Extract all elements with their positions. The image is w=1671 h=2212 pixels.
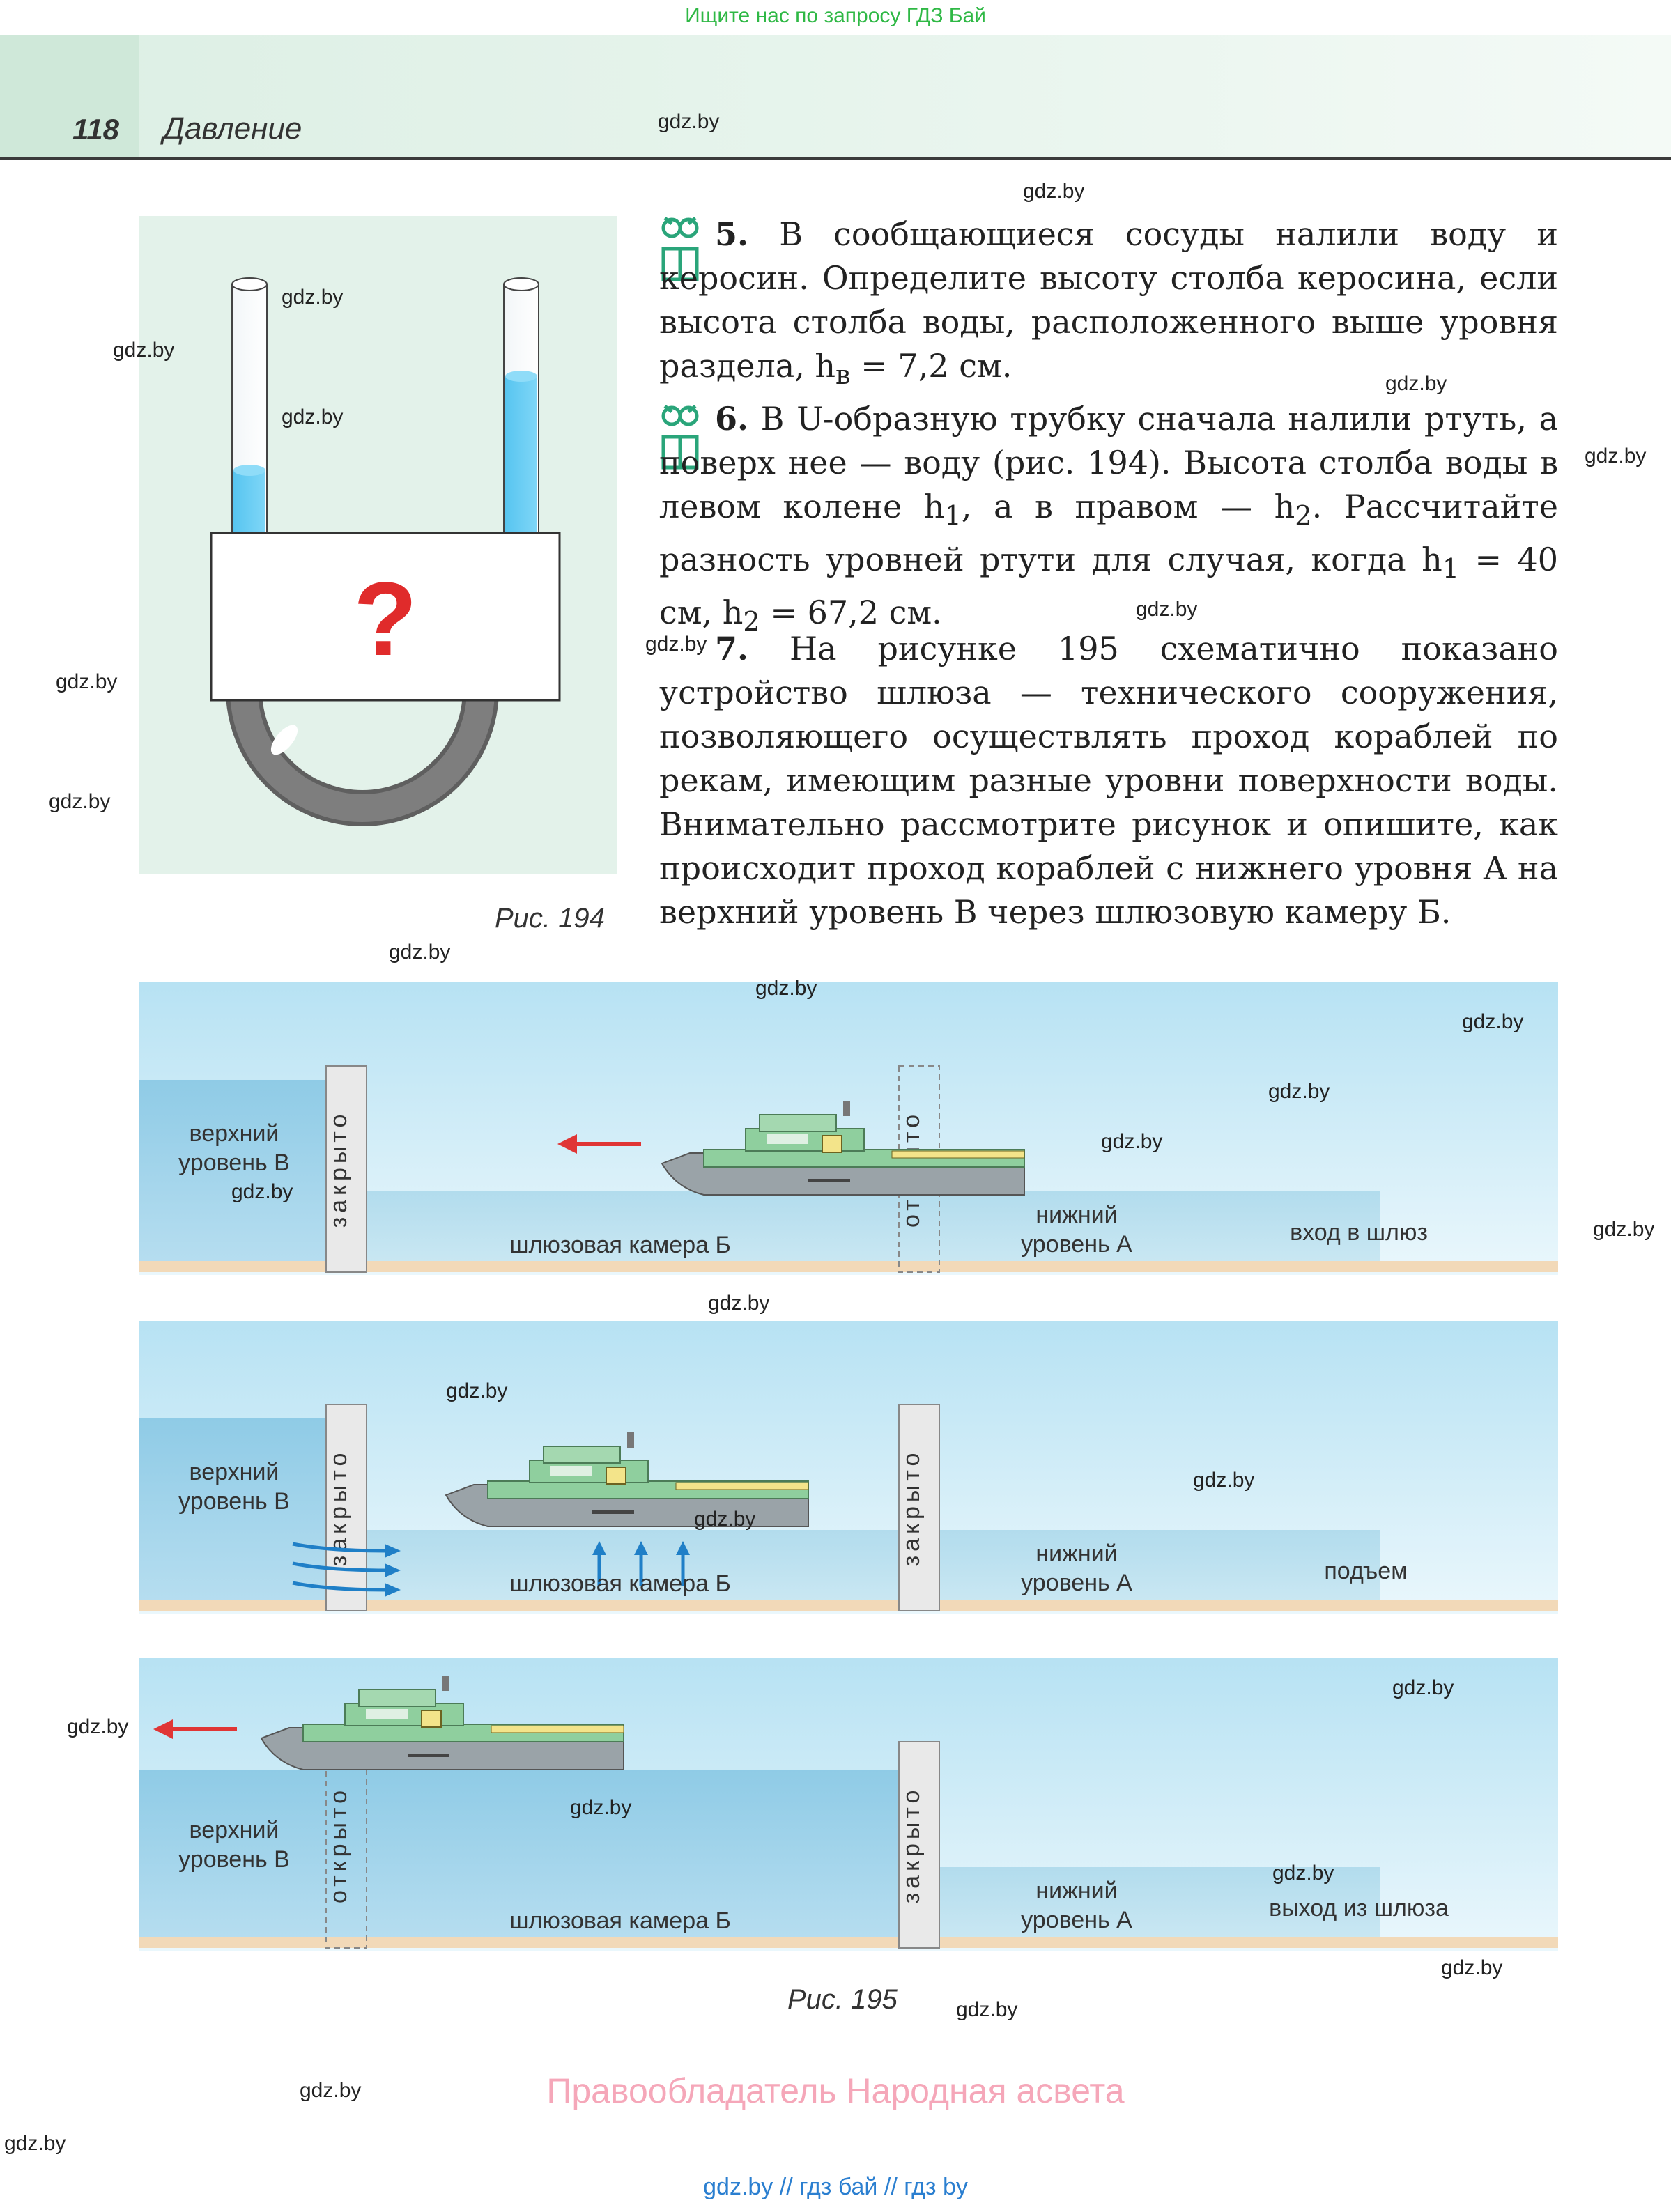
watermark: gdz.by <box>1385 372 1447 395</box>
watermark: gdz.by <box>231 1180 293 1203</box>
subscript: 2 <box>743 606 760 638</box>
watermark: gdz.by <box>113 339 175 362</box>
watermark: gdz.by <box>300 2079 362 2102</box>
lower-level-label: уровень A <box>1021 1907 1132 1933</box>
task-number: 6. <box>715 400 749 438</box>
task-text: В U-образную трубку сначала налили ртуть, а поверх нее — воду (рис. 194). Высота столба воды в левом колене h <box>659 400 1559 525</box>
watermark: gdz.by <box>446 1379 508 1402</box>
upper-level-label: верхний <box>189 1817 279 1843</box>
page-number: 118 <box>72 113 119 146</box>
task-6 <box>659 397 1558 644</box>
upper-level-label: верхний <box>189 1459 279 1485</box>
section-title: Давление <box>163 111 302 146</box>
watermark: gdz.by <box>658 110 720 133</box>
watermark: gdz.by <box>282 405 344 428</box>
u-tube-illustration <box>139 216 617 874</box>
watermark: gdz.by <box>1023 180 1085 203</box>
footer-links[interactable]: gdz.by // гдз бай // гдз by <box>703 2174 968 2200</box>
watermark: gdz.by <box>4 2132 66 2155</box>
lower-level-label: уровень A <box>1021 1231 1132 1258</box>
watermark: gdz.by <box>49 790 111 813</box>
left-gate-label: открыто <box>325 1786 352 1904</box>
watermark: gdz.by <box>1593 1218 1655 1241</box>
chamber-water <box>328 1530 1380 1607</box>
task-text-part: . Рассчитайте разность уровней ртути для случая, когда h <box>659 488 1558 579</box>
figure-195 <box>139 982 1558 1958</box>
left-gate-label: закрыто <box>325 1110 352 1228</box>
watermark: gdz.by <box>1101 1130 1163 1153</box>
top-banner: Ищите нас по запросу ГДЗ Бай <box>685 4 986 27</box>
stage-label: выход из шлюза <box>1269 1895 1449 1921</box>
chamber-label: шлюзовая камера Б <box>509 1570 731 1597</box>
watermark: gdz.by <box>1585 444 1647 467</box>
task-5 <box>659 212 1558 397</box>
figure-194-caption: Рис. 194 <box>495 903 605 934</box>
upper-level-label: уровень B <box>178 1488 290 1515</box>
lower-level-label: нижний <box>1035 1540 1118 1567</box>
question-mark: ? <box>353 560 417 677</box>
chamber-water <box>328 1191 1380 1268</box>
watermark: gdz.by <box>645 633 707 656</box>
watermark: gdz.by <box>1441 1956 1503 1979</box>
lower-level-label: уровень A <box>1021 1570 1132 1596</box>
chamber-label: шлюзовая камера Б <box>509 1908 731 1934</box>
subscript: 2 <box>1295 500 1312 532</box>
watermark: gdz.by <box>67 1715 129 1738</box>
task-7 <box>659 627 1558 934</box>
task-text-part: , а в правом — h <box>961 488 1295 525</box>
watermark: gdz.by <box>956 1998 1018 2021</box>
right-gate-label: закрыто <box>898 1448 925 1567</box>
stage-label: вход в шлюз <box>1290 1219 1428 1246</box>
lock-panel-exit <box>139 1658 1558 1951</box>
watermark: gdz.by <box>56 670 118 693</box>
upper-level-label: уровень B <box>178 1846 290 1873</box>
watermark: gdz.by <box>1392 1676 1454 1699</box>
watermark: gdz.by <box>570 1796 632 1819</box>
left-water-surface <box>233 465 265 476</box>
watermark: gdz.by <box>755 977 817 1000</box>
subscript: 1 <box>944 500 962 532</box>
task-number: 5. <box>715 215 749 253</box>
right-water-surface <box>505 371 537 382</box>
figure-194 <box>139 216 617 874</box>
task-text: В сообщающиеся сосуды налили воду и керосин. Определите высоту столба керосина, если высота столба воды, расположенного выше уровня раздела, h <box>659 215 1558 385</box>
stage-label: подъем <box>1324 1558 1408 1584</box>
left-tube-top <box>232 278 267 291</box>
watermark: gdz.by <box>694 1508 756 1531</box>
watermark: gdz.by <box>1268 1080 1330 1103</box>
right-tube-top <box>504 278 539 291</box>
upper-level-label: уровень B <box>178 1150 290 1176</box>
watermark: gdz.by <box>1193 1469 1255 1492</box>
header-rule <box>0 157 1671 160</box>
watermark: gdz.by <box>282 286 344 309</box>
task-text: На рисунке 195 схематично показано устройство шлюза — технического сооружения, позволяющего осуществлять проход кораблей по рекам, имеющим разные уровни поверхности воды. Внимательно рассмотрите рисунок и опишите, как происходит проход кораблей с нижнего уровня A на верхний уровень B через шлюзовую камеру Б. <box>659 630 1559 931</box>
task-text-end: = 7,2 см. <box>850 347 1012 385</box>
watermark: gdz.by <box>1272 1862 1334 1885</box>
figure-195-caption: Рис. 195 <box>787 1984 898 2015</box>
lower-level-label: нижний <box>1035 1202 1118 1228</box>
left-gate-label: закрыто <box>325 1448 352 1567</box>
task-text-part: = 40 см, h <box>659 541 1558 632</box>
lower-level-label: нижний <box>1035 1878 1118 1904</box>
riverbed <box>139 1937 1558 1948</box>
right-gate-label: закрыто <box>898 1786 925 1904</box>
watermark: gdz.by <box>708 1292 770 1315</box>
watermark: gdz.by <box>1462 1010 1524 1033</box>
chamber-label: шлюзовая камера Б <box>509 1232 731 1258</box>
subscript: 1 <box>1442 553 1460 585</box>
copyright-notice: Правообладатель Народная асвета <box>546 2071 1125 2110</box>
upper-level-label: верхний <box>189 1120 279 1147</box>
lock-panel-entry <box>139 982 1558 1275</box>
task-text-end: = 67,2 см. <box>760 594 942 632</box>
lock-panel-rise <box>139 1321 1558 1614</box>
watermark: gdz.by <box>1136 598 1198 621</box>
subscript: в <box>836 359 851 392</box>
task-number: 7. <box>715 630 749 667</box>
watermark: gdz.by <box>389 941 451 964</box>
